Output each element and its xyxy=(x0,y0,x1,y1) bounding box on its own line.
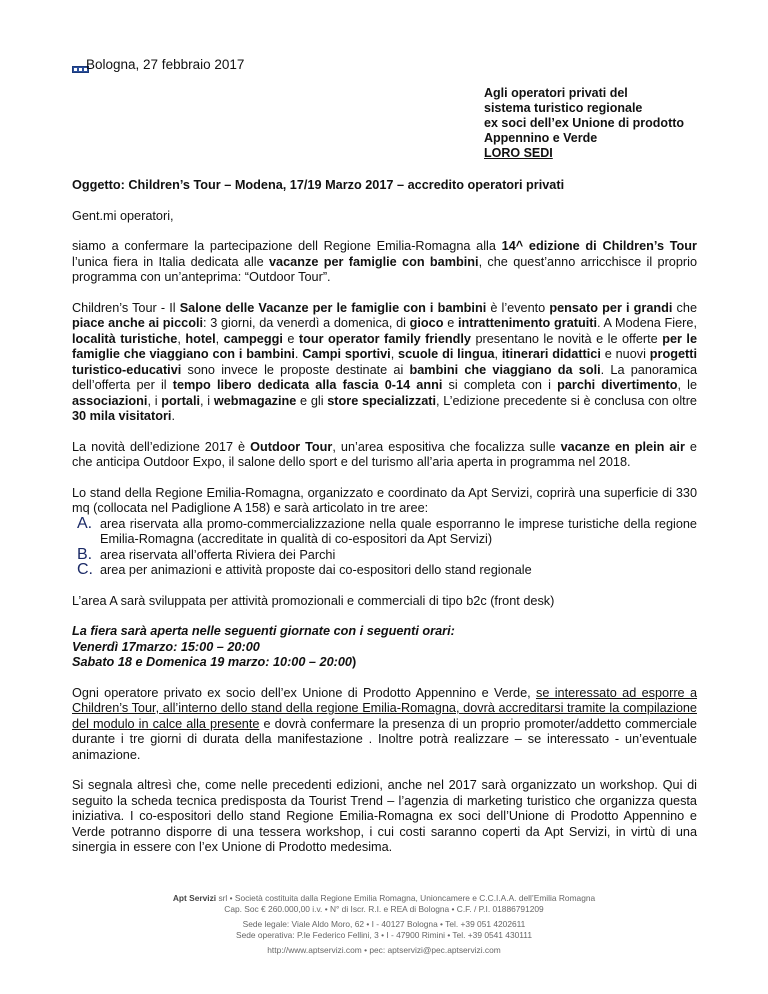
schedule-line: Sabato 18 e Domenica 19 marzo: 10:00 – 20:00 xyxy=(72,655,352,669)
text: e gli xyxy=(296,393,328,408)
emphasis: bambini che viaggiano da soli xyxy=(409,362,601,377)
addressee-line: ex soci dell’ex Unione di prodotto xyxy=(484,116,685,130)
emphasis: gioco xyxy=(409,316,444,330)
areas-list xyxy=(72,514,697,579)
emphasis: progetti turistico-educativi xyxy=(72,347,698,377)
schedule-block xyxy=(72,624,697,671)
text: , le xyxy=(677,378,698,392)
text: , i xyxy=(147,393,162,408)
list-letter: A. xyxy=(77,514,93,532)
text: , xyxy=(494,347,502,361)
list-text: area per animazioni e attività proposte dai co-espositori dello stand regionale xyxy=(100,563,532,577)
schedule-tail: ) xyxy=(351,655,357,669)
text: , L’edizione precedente si è conclusa con oltre xyxy=(436,393,697,408)
text: è l’evento xyxy=(486,300,550,315)
addressee-loro-sedi: LORO SEDI xyxy=(484,146,553,160)
text: sono invece le proposte destinate ai xyxy=(181,362,410,377)
letterhead-footer xyxy=(0,893,768,956)
text: e nuovi xyxy=(600,347,650,361)
emphasis: vacanze en plein air xyxy=(560,439,685,454)
emphasis: Outdoor Tour xyxy=(250,439,333,454)
emphasis: hotel xyxy=(185,331,216,346)
emphasis: itinerari didattici xyxy=(501,347,601,361)
emphasis: webmagazine xyxy=(213,393,297,408)
text: si completa con i xyxy=(442,378,558,392)
emphasis: portali xyxy=(161,393,201,408)
letter-body xyxy=(72,178,697,871)
text: , i xyxy=(200,393,214,408)
paragraph-area-a: L’area A sarà sviluppata per attività promozionali e commerciali di tipo b2c (front desk) xyxy=(72,593,555,608)
emphasis: 14^ edizione di Children’s Tour xyxy=(501,239,697,253)
footer-company: Apt Servizi xyxy=(172,893,217,903)
list-item xyxy=(72,545,697,564)
letter-subject: Oggetto: Children’s Tour – Modena, 17/19 Marzo 2017 – accredito operatori privati xyxy=(72,178,565,192)
text: e dovrà confermare la presenza di un proprio promoter/addetto commerciale durante i tre giorni di durata della manifestazione . Inoltre potrà realizzare – se interessato - un’eventuale animazione. xyxy=(72,716,697,762)
emphasis: vacanze per famiglie con bambini xyxy=(269,254,479,269)
footer-line: Sede legale: Viale Aldo Moro, 62 • I - 40127 Bologna • Tel. +39 051 4202611 xyxy=(242,919,526,929)
text: La novità dell’edizione 2017 è xyxy=(72,439,251,454)
paragraph-workshop: Si segnala altresì che, come nelle precedenti edizioni, anche nel 2017 sarà organizzato un workshop. Qui di seguito la scheda tecnica predisposta da Tourist Trend – l’agenzia di marketing turistico che organizza questa iniziativa. I co-espositori dello stand Regione Emilia-Romagna ex soci dell’Unione di Prodotto Appennino e Verde potranno disporre di una tessera workshop, i cui costi saranno coperti da Apt Servizi, in virtù di una sinergia in essere con l’ex Unione di Prodotto medesima. xyxy=(72,778,697,854)
text: l’unica fiera in Italia dedicata alle xyxy=(72,254,269,269)
text: , xyxy=(215,331,224,346)
emphasis: intrattenimento gratuiti xyxy=(457,316,598,330)
text: . La panoramica dell’offerta per il xyxy=(72,362,698,392)
footer-website: http://www.aptservizi.com • pec: aptservizi@pec.aptservizi.com xyxy=(267,945,501,955)
emphasis: pensato per i grandi xyxy=(549,300,673,315)
addressee-line: Appennino e Verde xyxy=(484,131,598,145)
text: Ogni operatore privato ex socio dell’ex Unione di Prodotto Appennino e Verde, xyxy=(72,685,536,700)
list-item xyxy=(72,514,697,548)
addressee-line: Agli operatori privati del xyxy=(484,86,628,100)
text: . xyxy=(171,409,175,423)
emphasis: associazioni xyxy=(72,393,148,408)
list-letter: B. xyxy=(77,545,93,563)
underlined-text: se interessato ad esporre a Children’s Tour, all’interno dello stand della regione Emilia-Romagna, dovrà accreditarsi tramite la compilazione del modulo in calce alla presente xyxy=(72,685,698,731)
text: Children’s Tour - Il xyxy=(72,300,180,315)
paragraph-intro xyxy=(72,239,697,286)
text: che xyxy=(672,300,697,315)
emphasis: località turistiche xyxy=(72,331,178,346)
text: . xyxy=(294,347,303,361)
emphasis: per le famiglie che viaggiano con i bambini xyxy=(72,331,698,361)
schedule-line: Venerdì 17marzo: 15:00 – 20:00 xyxy=(72,639,260,654)
paragraph-childrens-tour xyxy=(72,301,697,425)
paragraph-outdoor-tour xyxy=(72,440,697,471)
paragraph-accreditation xyxy=(72,686,697,764)
text: , che quest’anno arricchisce il proprio programma con un’anteprima: “Outdoor Tour”. xyxy=(72,254,698,284)
text: , un’area espositiva che focalizza sulle xyxy=(332,439,561,454)
addressee-line: sistema turistico regionale xyxy=(484,101,643,115)
text: , xyxy=(177,331,186,346)
emphasis: scuole di lingua xyxy=(398,347,495,361)
text: e xyxy=(443,316,458,330)
emphasis: 30 mila visitatori xyxy=(72,409,172,423)
text: siamo a confermare la partecipazione dell Regione Emilia-Romagna alla xyxy=(72,239,502,253)
list-item xyxy=(72,563,697,579)
text: presentano le novità e le offerte xyxy=(470,331,663,346)
emphasis: campeggi xyxy=(223,331,283,346)
emphasis: tour operator family friendly xyxy=(298,331,471,346)
text: . A Modena Fiere, xyxy=(597,316,697,330)
list-letter: C. xyxy=(77,561,93,578)
emphasis: piace anche ai piccoli xyxy=(72,316,203,330)
footer-line: Cap. Soc € 260.000,00 i.v. • N° di Iscr. R.I. e REA di Bologna • C.F. / P.I. 01886791209 xyxy=(224,903,544,914)
emphasis: store specializzati xyxy=(327,393,437,408)
text: e che anticipa Outdoor Expo, il salone dello sport e del turismo all’aria aperta in programma nel 2018. xyxy=(72,439,697,469)
emphasis: Campi sportivi xyxy=(302,347,391,361)
addressee-block xyxy=(484,86,744,161)
text: srl • Società costituita dalla Regione Emilia Romagna, Unioncamere e C.C.I.A.A. dell’Emilia Romagna xyxy=(216,893,596,903)
list-text: area riservata all’offerta Riviera dei Parchi xyxy=(100,547,336,562)
footer-line: Sede operativa: P.le Federico Fellini, 3 • I - 47900 Rimini • Tel. +39 0541 430111 xyxy=(236,929,532,940)
letter-date: Bologna, 27 febbraio 2017 xyxy=(86,57,245,72)
text: , xyxy=(390,347,399,361)
emphasis: parchi divertimento xyxy=(557,378,678,392)
text: e xyxy=(282,331,299,346)
emphasis: tempo libero dedicata alla fascia 0-14 anni xyxy=(172,378,443,392)
paragraph-stand: Lo stand della Regione Emilia-Romagna, organizzato e coordinato da Apt Servizi, coprirà una superficie di 330 mq (collocata nel Padiglione A 158) e sarà articolato in tre aree: xyxy=(72,485,697,515)
emphasis: Salone delle Vacanze per le famiglie con i bambini xyxy=(179,300,487,315)
footer-line xyxy=(0,893,768,904)
list-text: area riservata alla promo-commercializzazione nella quale esporranno le imprese turistiche della regione Emilia-Romagna (accreditate in qualità di co-espositori da Apt Servizi) xyxy=(100,516,697,546)
letter-greeting: Gent.mi operatori, xyxy=(72,208,174,223)
schedule-line: La fiera sarà aperta nelle seguenti giornate con i seguenti orari: xyxy=(72,624,455,638)
text: : 3 giorni, da venerdì a domenica, di xyxy=(203,316,410,330)
